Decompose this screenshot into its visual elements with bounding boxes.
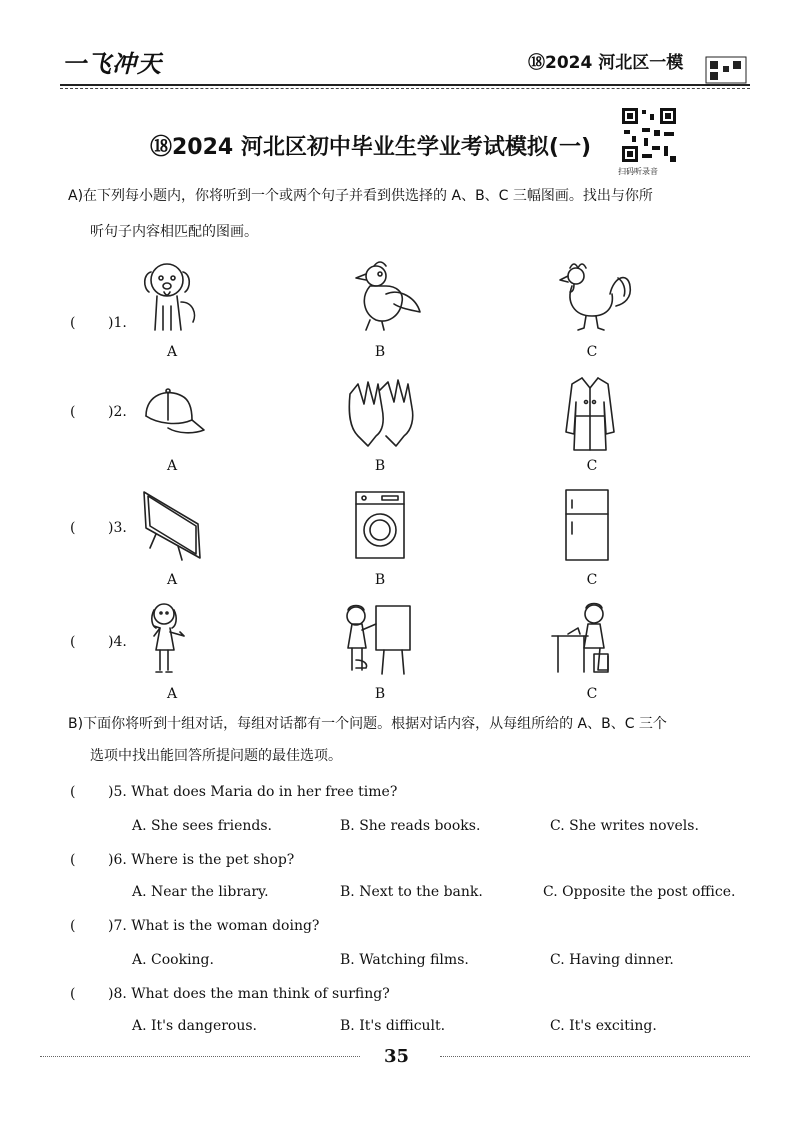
option-c[interactable]: C. Opposite the post office. [543,884,736,900]
question-number: )2. [108,404,127,420]
answer-blank[interactable]: ( [70,986,76,1002]
page-title: ⑱2024 河北区初中毕业生学业考试模拟(一) [150,135,592,160]
footer-rule-left [40,1056,360,1057]
girl-singing-icon [140,600,196,678]
girl-reading-icon [548,600,618,678]
answer-blank[interactable]: ( [70,852,76,868]
gloves-icon [340,374,420,450]
option-label-b: B [374,572,386,588]
option-c[interactable]: C. Having dinner. [550,952,674,968]
cap-icon [138,380,208,440]
question-number: )3. [108,520,127,536]
answer-blank[interactable]: ( [70,520,76,536]
header-rule-dashed [60,88,750,89]
question-text: )7. What is the woman doing? [108,918,320,934]
option-label-a: A [166,344,178,360]
question-text: )8. What does the man think of surfing? [108,986,390,1002]
answer-blank[interactable]: ( [70,315,76,331]
qr-code-icon [620,106,678,164]
section-b-instruction-1: B)下面你将听到十组对话，每组对话都有一个问题。根据对话内容，从每组所给的 A、B、C 三个 [68,716,667,732]
question-text: )5. What does Maria do in her free time? [108,784,398,800]
option-label-a: A [166,572,178,588]
option-label-a: A [166,686,178,702]
option-label-b: B [374,458,386,474]
option-b[interactable]: B. Next to the bank. [340,884,483,900]
option-b[interactable]: B. It's difficult. [340,1018,446,1034]
answer-blank[interactable]: ( [70,918,76,934]
option-b[interactable]: B. She reads books. [340,818,481,834]
section-b-instruction-2: 选项中找出能回答所提问题的最佳选项。 [90,748,342,764]
option-label-c: C [586,458,598,474]
option-label-c: C [586,572,598,588]
answer-blank[interactable]: ( [70,404,76,420]
section-a-instruction-2: 听句子内容相匹配的图画。 [90,224,258,240]
series-logo: 一飞冲天 [62,50,162,78]
option-a[interactable]: A. Near the library. [132,884,269,900]
option-c[interactable]: C. She writes novels. [550,818,699,834]
option-label-a: A [166,458,178,474]
option-a[interactable]: A. Cooking. [132,952,214,968]
option-c[interactable]: C. It's exciting. [550,1018,657,1034]
question-number: )4. [108,634,127,650]
option-label-c: C [586,344,598,360]
option-b[interactable]: B. Watching films. [340,952,469,968]
girl-drawing-icon [336,602,416,680]
header-rule [60,84,750,86]
dog-icon [135,258,205,334]
bird-icon [340,258,424,334]
question-number: )1. [108,315,127,331]
section-a-instruction-1: A)在下列每小题内，你将听到一个或两个句子并看到供选择的 A、B、C 三幅图画。找出与你所 [68,188,653,204]
washing-machine-icon [352,490,408,560]
qr-caption: 扫码听录音 [618,167,658,176]
answer-blank[interactable]: ( [70,784,76,800]
option-a[interactable]: A. It's dangerous. [132,1018,257,1034]
tv-icon [138,488,208,564]
fridge-icon [562,488,612,562]
answer-blank[interactable]: ( [70,634,76,650]
page-number: 35 [384,1046,410,1067]
option-label-b: B [374,686,386,702]
small-qr-icon [705,56,747,84]
rooster-icon [552,258,634,334]
option-label-c: C [586,686,598,702]
exam-tag: ⑱2024 河北区一模 [528,53,684,73]
question-text: )6. Where is the pet shop? [108,852,295,868]
option-a[interactable]: A. She sees friends. [132,818,272,834]
footer-rule-right [440,1056,750,1057]
coat-icon [560,372,620,452]
option-label-b: B [374,344,386,360]
